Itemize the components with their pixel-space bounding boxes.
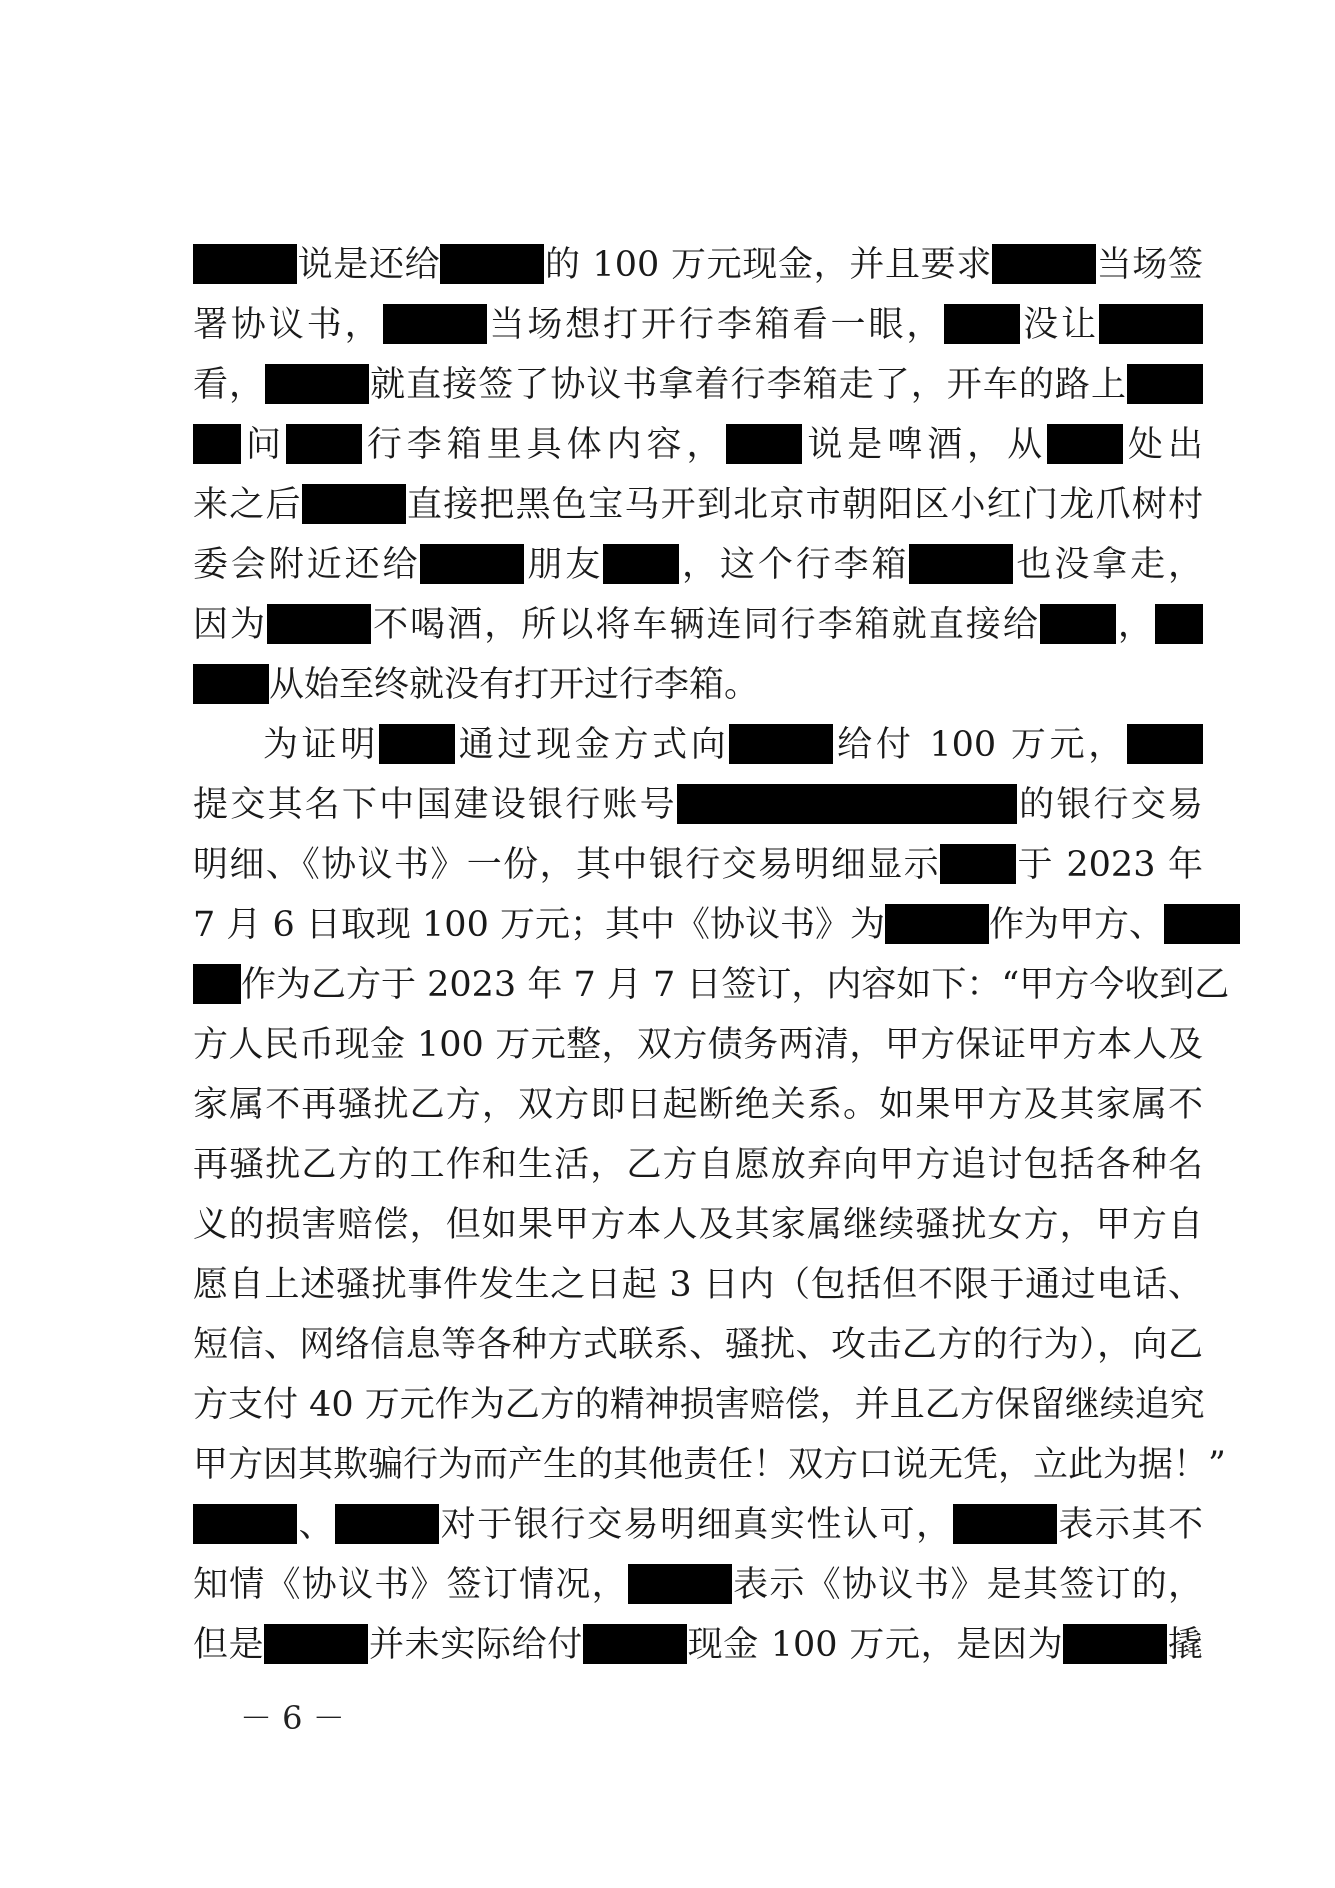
text-segment: 当场签	[1095, 245, 1203, 285]
text-segment: 7 月 6 日取现 100 万元；其中《协议书》为	[193, 905, 885, 945]
text-segment: 的银行交易	[1016, 785, 1203, 825]
text-segment: 家属不再骚扰乙方，双方即日起断绝关系。如果甲方及其家属不	[193, 1085, 1203, 1125]
redaction-block	[992, 244, 1096, 284]
document-body	[193, 235, 1230, 1675]
text-segment: 甲方因其欺骗行为而产生的其他责任！双方口说无凭，立此为据！”	[193, 1445, 1226, 1485]
text-segment: 提交其名下中国建设银行账号	[193, 785, 677, 825]
text-segment: 现金 100 万元，是因为	[686, 1625, 1064, 1665]
redaction-block	[1127, 364, 1203, 404]
text-line	[193, 1375, 1203, 1435]
text-line	[193, 1255, 1203, 1315]
text-segment: 表示其不	[1056, 1505, 1203, 1545]
redaction-block	[193, 1504, 297, 1544]
text-segment: 也没拿走，	[1013, 545, 1203, 585]
text-segment: 方支付 40 万元作为乙方的精神损害赔偿，并且乙方保留继续追究	[193, 1385, 1205, 1425]
text-segment: 委会附近还给	[193, 545, 421, 585]
text-segment: 作为乙方于 2023 年 7 月 7 日签订，内容如下：“甲方今收到乙	[241, 965, 1230, 1005]
text-line	[193, 1495, 1203, 1555]
text-segment: ，这个行李箱	[679, 545, 910, 585]
text-line	[193, 535, 1203, 595]
redaction-block	[1164, 904, 1240, 944]
text-segment: 说是还给	[297, 245, 441, 285]
text-segment: 并未实际给付	[368, 1625, 583, 1665]
redaction-block	[420, 544, 524, 584]
text-segment: 当场想打开行李箱看一眼，	[486, 305, 945, 345]
text-segment: 署协议书，	[193, 305, 383, 345]
redaction-block	[1047, 424, 1123, 464]
text-segment: 愿自上述骚扰事件发生之日起 3 日内（包括但不限于通过电话、	[193, 1265, 1203, 1305]
text-line	[193, 595, 1203, 655]
redaction-block	[677, 784, 1017, 824]
text-segment: 明细、《协议书》一份，其中银行交易明细显示	[193, 845, 941, 885]
redaction-block	[909, 544, 1013, 584]
text-line	[193, 775, 1203, 835]
text-segment: 为证明	[263, 725, 380, 765]
redaction-block	[302, 484, 406, 524]
text-segment: 表示《协议书》是其签订的，	[731, 1565, 1203, 1605]
text-segment: 、	[297, 1505, 336, 1545]
text-line	[193, 1555, 1203, 1615]
text-segment: 再骚扰乙方的工作和生活，乙方自愿放弃向甲方追讨包括各种名	[193, 1145, 1203, 1185]
text-segment: 因为	[193, 605, 268, 645]
text-segment: 从始至终就没有打开过行李箱。	[269, 665, 760, 705]
redaction-block	[379, 724, 455, 764]
text-segment: 短信、网络信息等各种方式联系、骚扰、攻击乙方的行为），向乙	[193, 1325, 1203, 1365]
text-line	[193, 1075, 1203, 1135]
text-segment: 问	[241, 425, 286, 465]
text-line	[193, 1435, 1226, 1495]
redaction-block	[264, 1624, 368, 1664]
redaction-block	[1063, 1624, 1167, 1664]
text-segment: 来之后	[193, 485, 302, 525]
text-line	[193, 355, 1203, 415]
text-segment: 说是啤酒，从	[802, 425, 1048, 465]
text-line	[193, 1315, 1203, 1375]
text-segment: 通过现金方式向	[455, 725, 730, 765]
redaction-block	[193, 244, 297, 284]
redaction-block	[193, 424, 241, 464]
text-line	[193, 715, 1203, 775]
text-segment: 行李箱里具体内容，	[361, 425, 727, 465]
redaction-block	[440, 244, 544, 284]
text-segment: ，	[1115, 605, 1155, 645]
redaction-block	[628, 1564, 732, 1604]
redaction-block	[1099, 304, 1203, 344]
text-segment: 处出	[1123, 425, 1203, 465]
text-segment: 直接把黑色宝马开到北京市朝阳区小红门龙爪树村	[405, 485, 1203, 525]
text-segment: 看，	[193, 365, 266, 405]
text-segment: 义的损害赔偿，但如果甲方本人及其家属继续骚扰女方，甲方自	[193, 1205, 1203, 1245]
text-line	[193, 1135, 1203, 1195]
text-line	[193, 955, 1230, 1015]
redaction-block	[335, 1504, 439, 1544]
text-segment: 的 100 万元现金，并且要求	[544, 245, 992, 285]
redaction-block	[940, 844, 1016, 884]
redaction-block	[953, 1504, 1057, 1544]
redaction-block	[267, 604, 371, 644]
text-segment: 于 2023 年	[1016, 845, 1203, 885]
redaction-block	[885, 904, 989, 944]
redaction-block	[944, 304, 1020, 344]
page-number: － 6 －	[240, 1699, 345, 1737]
redaction-block	[193, 964, 241, 1004]
text-line	[193, 1015, 1203, 1075]
text-line	[193, 295, 1203, 355]
text-segment: 知情《协议书》签订情况，	[193, 1565, 628, 1605]
redaction-block	[383, 304, 487, 344]
redaction-block	[729, 724, 833, 764]
text-segment: 没让	[1020, 305, 1099, 345]
text-line	[193, 235, 1203, 295]
text-line	[193, 1195, 1203, 1255]
redaction-block	[1127, 724, 1203, 764]
text-line	[193, 1615, 1203, 1675]
text-segment: 不喝酒，所以将车辆连同行李箱就直接给	[371, 605, 1040, 645]
text-line	[193, 895, 1203, 955]
redaction-block	[193, 664, 269, 704]
redaction-block	[265, 364, 369, 404]
text-segment: 给付 100 万元，	[833, 725, 1127, 765]
redaction-block	[726, 424, 802, 464]
text-segment: 朋友	[524, 545, 604, 585]
redaction-block	[1040, 604, 1116, 644]
text-segment: 对于银行交易明细真实性认可，	[439, 1505, 953, 1545]
text-segment: 方人民币现金 100 万元整，双方债务两清，甲方保证甲方本人及	[193, 1025, 1203, 1065]
text-segment: 但是	[193, 1625, 265, 1665]
text-line	[193, 415, 1203, 475]
redaction-block	[583, 1624, 687, 1664]
text-segment: 作为甲方、	[988, 905, 1164, 945]
text-line	[193, 655, 1203, 715]
redaction-block	[1155, 604, 1203, 644]
text-segment: 就直接签了协议书拿着行李箱走了，开车的路上	[369, 365, 1127, 405]
text-segment: 撬	[1167, 1625, 1203, 1665]
redaction-block	[603, 544, 679, 584]
text-line	[193, 475, 1203, 535]
text-line	[193, 835, 1203, 895]
redaction-block	[286, 424, 362, 464]
